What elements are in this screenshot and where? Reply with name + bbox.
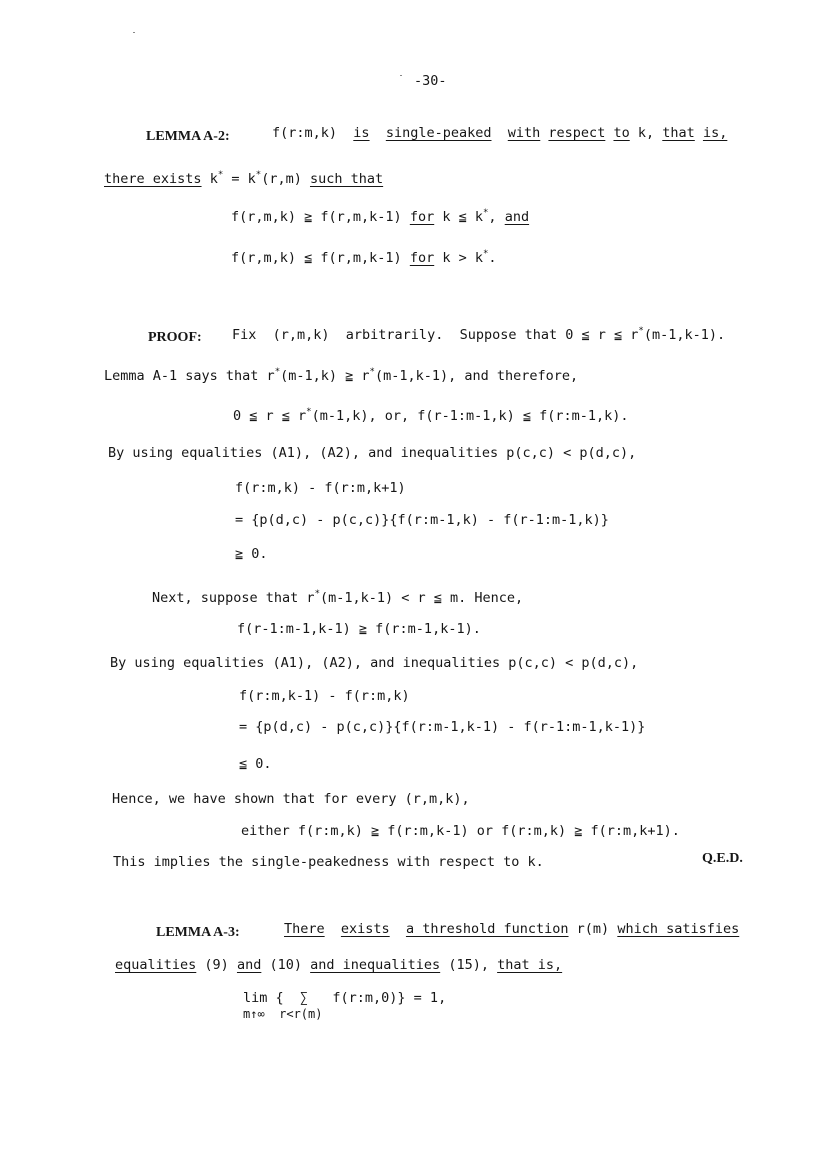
lemma-a3-limit-subscript: m↑∞ r<r(m) (243, 1007, 323, 1021)
proof-line-3: 0 ≦ r ≦ r*(m-1,k), or, f(r-1:m-1,k) ≦ f(r:m-1,k). (233, 407, 629, 424)
proof-line-5: f(r:m,k) - f(r:m,k+1) (235, 480, 406, 496)
proof-line-2: Lemma A-1 says that r*(m-1,k) ≧ r*(m-1,k-1), and therefore, (104, 367, 579, 384)
lemma-a2-line-1: f(r:m,k) is single-peaked with respect to k, that is, (272, 125, 728, 141)
proof-line-7: ≧ 0. (235, 546, 268, 562)
qed-mark: Q.E.D. (702, 851, 743, 866)
lemma-a3-limit: lim { ∑ f(r:m,0)} = 1, (243, 990, 447, 1006)
lemma-a3-label: LEMMA A-3: (156, 925, 240, 940)
proof-line-1: Fix (r,m,k) arbitrarily. Suppose that 0 ≦ r ≦ r*(m-1,k-1). (232, 326, 726, 343)
page-number: -30- (414, 73, 447, 89)
proof-line-15: either f(r:m,k) ≧ f(r:m,k-1) or f(r:m,k) ≧ f(r:m,k+1). (241, 823, 680, 839)
lemma-a3-line-1: There exists a threshold function r(m) which satisfies (284, 921, 740, 937)
scan-speck (400, 75, 402, 76)
lemma-a2-label: LEMMA A-2: (146, 129, 230, 144)
proof-line-10: By using equalities (A1), (A2), and inequalities p(c,c) < p(d,c), (110, 655, 639, 671)
proof-line-14: Hence, we have shown that for every (r,m,k), (112, 791, 470, 807)
proof-line-13: ≦ 0. (239, 756, 272, 772)
lemma-a3-line-2: equalities (9) and (10) and inequalities (15), that is, (115, 957, 563, 973)
proof-line-8: Next, suppose that r*(m-1,k-1) < r ≦ m. Hence, (152, 589, 524, 606)
proof-label: PROOF: (148, 330, 202, 345)
lemma-a2-line-2: there exists k* = k*(r,m) such that (104, 170, 384, 187)
proof-line-11: f(r:m,k-1) - f(r:m,k) (239, 688, 410, 704)
proof-line-4: By using equalities (A1), (A2), and inequalities p(c,c) < p(d,c), (108, 445, 637, 461)
proof-line-9: f(r-1:m-1,k-1) ≧ f(r:m-1,k-1). (237, 621, 481, 637)
proof-line-16: This implies the single-peakedness with respect to k. (113, 854, 544, 870)
scan-speck (133, 32, 135, 33)
proof-line-6: = {p(d,c) - p(c,c)}{f(r:m-1,k) - f(r-1:m-1,k)} (235, 512, 609, 528)
proof-line-12: = {p(d,c) - p(c,c)}{f(r:m-1,k-1) - f(r-1:m-1,k-1)} (239, 719, 646, 735)
lemma-a2-line-3: f(r,m,k) ≧ f(r,m,k-1) for k ≦ k*, and (231, 208, 530, 225)
lemma-a2-line-4: f(r,m,k) ≦ f(r,m,k-1) for k > k*. (231, 249, 497, 266)
